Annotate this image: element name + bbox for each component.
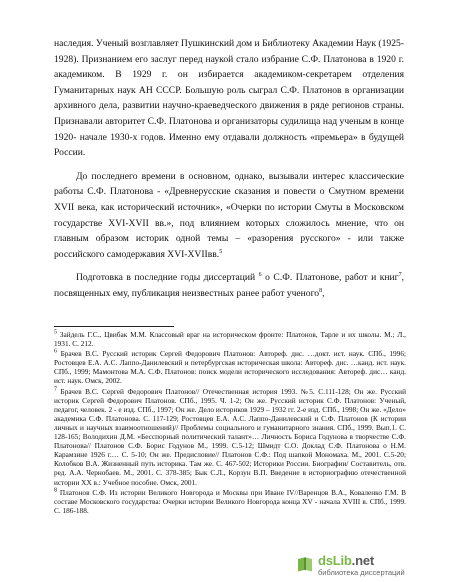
footnote-7 bbox=[54, 387, 406, 487]
paragraph-3-text-a: Подготовка в последние годы диссертаций bbox=[76, 272, 259, 284]
watermark-subtitle: библиотека диссертаций bbox=[318, 568, 405, 577]
main-text bbox=[54, 36, 404, 302]
footnote-mark: 8 bbox=[54, 487, 57, 494]
footnote-8 bbox=[54, 488, 406, 515]
paragraph-1: наследия. Ученый возглавляет Пушкинский дом и Библиотеку Академии Наук (1925-1928). Признанием его заслуг перед наукой стало избрание С.Ф. Платонова в 1920 г. академиком. В 1929 г. он избирается академиком-секретарем отделения Гуманитарных наук АН СССР. Большую роль сыграл С.Ф. Платонов в организации архивного дела, развитии научно-краеведческого движения в ряде регионов страны. Признавали авторитет С.Ф. Платонова и организаторы судилища над ученым в конце 1920- начале 1930-х годов. Именно ему отдавали должность «премьера» в будущей России. bbox=[54, 38, 404, 159]
footnote-mark: 6 bbox=[54, 348, 57, 355]
book-icon bbox=[296, 555, 314, 573]
footnote-5 bbox=[54, 330, 406, 348]
paragraph-3-text-c: , посвященных ему, публикация неизвестных ранее работ ученого bbox=[54, 272, 404, 299]
paragraph-2-text: До последнего времени в основном, однако, вызывали интерес классические работы С.Ф. Платонова - «Древнерусские сказания и повести о Смутном времени XVII века, как исторический источник», «Очерки по истории Смуты в Московском государстве XVI-XVII вв.», под влиянием которых сложилось мнение, что он главным образом историк одной темы – «разорения русского» - или также российского самодержавия XVI-XVIIвв. bbox=[54, 170, 404, 260]
watermark-name-part1: dsLib bbox=[318, 553, 352, 568]
footnote-mark: 5 bbox=[54, 329, 57, 336]
footnote-mark: 7 bbox=[54, 386, 57, 393]
watermark-logo[interactable] bbox=[296, 553, 446, 579]
footnote-6 bbox=[54, 349, 406, 385]
paragraph-3-text-b: о С.Ф. Платонове, работ и книг bbox=[261, 272, 399, 284]
paragraph-3-text-d: , bbox=[322, 287, 325, 299]
watermark-name-part2: .net bbox=[351, 553, 374, 568]
footnote-ref-7[interactable]: 7 bbox=[398, 272, 402, 279]
footnote-text: Брачев В.С. Русский историк Сергей Федорович Платонов: Автореф. дис. …докт. ист. наук. СПб., 1996; Ростовцев Е.А. А.С. Лаппо-Данилевский и петербургская историческая школа: Автореф. дис. …канд. ист. наук. СПб., 1999; Мамонтова М.А. С.Ф. Платонов: поиск модели исторического исследования: Автореф. дис… канд. ист. наук. Омск, 2002. bbox=[54, 349, 407, 386]
footnote-ref-6[interactable]: 6 bbox=[258, 272, 262, 279]
paragraph-3 bbox=[54, 270, 404, 301]
footnote-text: Брачев В.С. Сергей Федорович Платонов// Отечественная история 1993. №5. С.111-128; Он же. Русский историк Сергей Федорович Платонов. СПб., 1995. Ч. 1-2; Он же. Русский историк С.Ф. Платонов: Ученый, педагог, человек. 2 - е изд. СПб., 1997; Он же. Дело историков 1929 – 1932 гг. 2-е изд. СПб., 1998; Он же. «Дело» академика С.Ф. Платонова. С. 117-129; Ростовцев Е.А. А.С. Лаппо-Данилевский и С.Ф. Платонов (К истории личных и научных взаимоотношений)// Проблемы социального и гуманитарного знания. СПб., 1999. Вып.1. С. 128-165; Володихин Д.М. «Бесспорный политический талант»… Личность Бориса Годунова в творчестве С.Ф. Платонова// Платонов С.Ф. Борис Годунов М., 1999. С.5-12; Шмидт С.О. Доклад С.Ф. Платонова о Н.М. Карамзине 1926 г.… С. 5-10; Он же. Предисловие// Платонов С.Ф.: Под шапкой Мономаха. М., 2001. С.5-20; Колобков В.А. Жизненный путь историка. Там же. С. 467-502; Историки России. Биографии/ Составитель, отв. ред. А.А. Чернобаев. М., 2001. С. 378-385; Бык С.Л., Корзун В.П. Введение в историографию отечественной истории XX в.: Учебное пособие. Омск, 2001. bbox=[54, 386, 406, 487]
watermark-name bbox=[318, 553, 374, 568]
footnotes bbox=[54, 330, 406, 516]
footnote-text: Зайдель Г.С., Цвибак М.М. Классовый враг на историческом фронте: Платонов, Тарле и их школы. М.; Л., 1931. С. 212. bbox=[54, 330, 406, 349]
footnote-ref-8[interactable]: 8 bbox=[319, 287, 323, 294]
footnote-ref-5[interactable]: 5 bbox=[219, 248, 223, 255]
footnote-text: Платонов С.Ф. Из истории Великого Новгорода и Москвы при Иване IV//Варенцов В.А., Коваленко Г.М. В составе Московского государства: Очерки истории Великого Новгорода конца XV - начала XVIII в. СПб., 1999. С. 186-188. bbox=[54, 487, 407, 515]
paragraph-2 bbox=[54, 169, 404, 263]
footnote-separator bbox=[54, 326, 174, 327]
